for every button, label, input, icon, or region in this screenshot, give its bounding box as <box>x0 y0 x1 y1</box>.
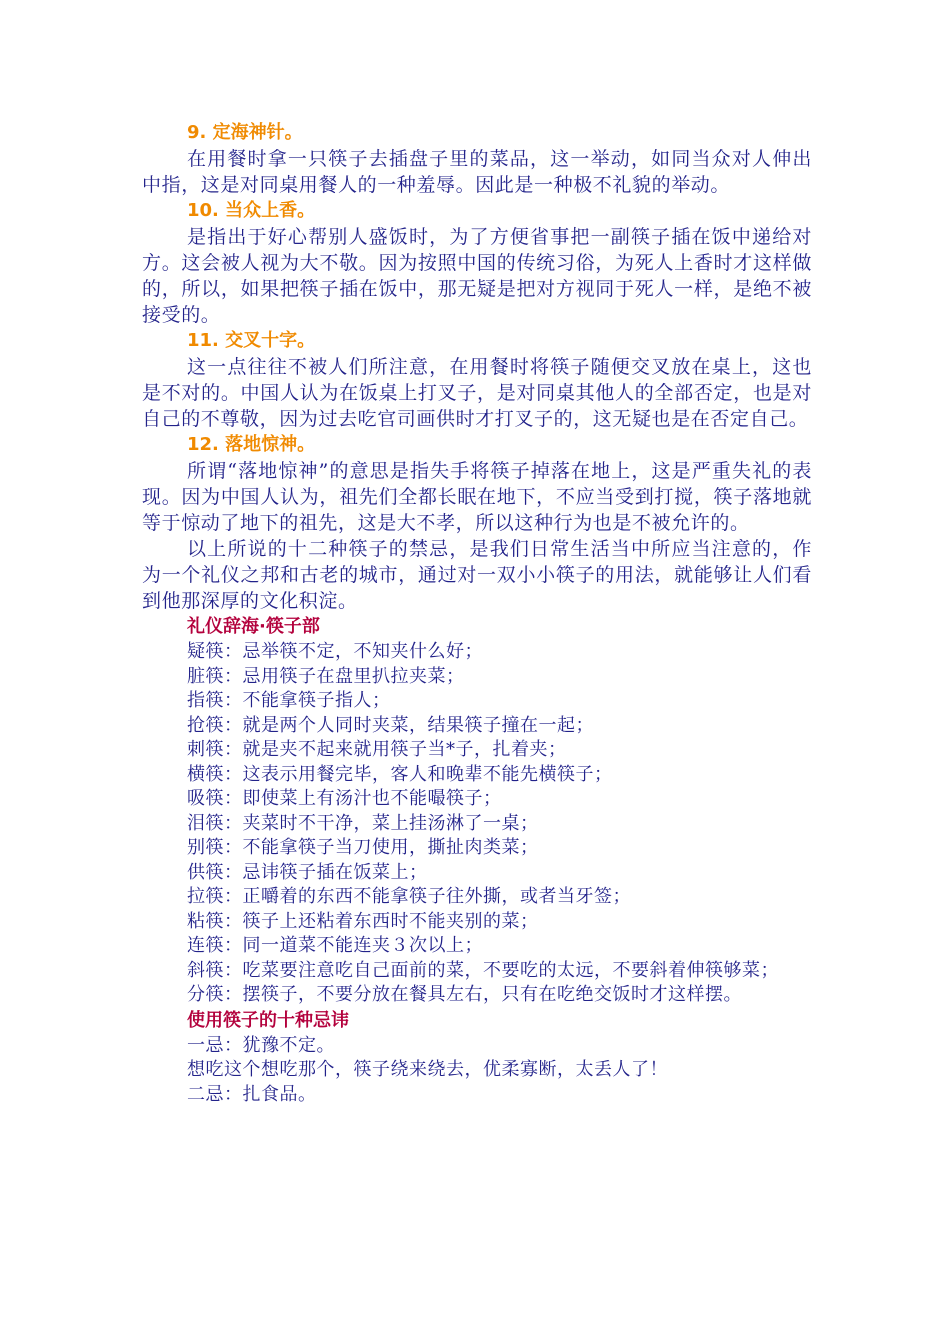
section-paragraph-9: 在用餐时拿一只筷子去插盘子里的菜品，这一举动，如同当众对人伸出中指，这是对同桌用餐人的一种羞辱。因此是一种极不礼貌的举动。 <box>142 148 812 196</box>
glossary-item: 横筷：这表示用餐完毕，客人和晚辈不能先横筷子； <box>187 763 613 785</box>
glossary-item: 刺筷：就是夹不起来就用筷子当*子，扎着夹； <box>187 739 567 760</box>
glossary-item: 拉筷：正嚼着的东西不能拿筷子往外撕，或者当牙签； <box>187 886 631 907</box>
glossary-item: 疑筷：忌举筷不定，不知夹什么好； <box>187 641 483 662</box>
glossary-heading: 礼仪辞海·筷子部 <box>187 616 320 637</box>
taboo-item: 一忌：犹豫不定。 <box>187 1034 335 1056</box>
section-paragraph-10: 是指出于好心帮别人盛饭时，为了方便省事把一副筷子插在饭中递给对方。这会被人视为大不敬。因为按照中国的传统习俗，为死人上香时才这样做的，所以，如果把筷子插在饭中，那无疑是把对方视同于死人一样，是绝不被接受的。 <box>142 226 812 326</box>
glossary-item: 指筷：不能拿筷子指人； <box>187 690 391 711</box>
summary-paragraph: 以上所说的十二种筷子的禁忌，是我们日常生活当中所应当注意的，作为一个礼仪之邦和古老的城市，通过对一双小小筷子的用法，就能够让人们看到他那深厚的文化积淀。 <box>142 538 812 612</box>
section-heading-12: 12. 落地惊神。 <box>187 434 316 455</box>
glossary-item: 脏筷：忌用筷子在盘里扒拉夹菜； <box>187 665 465 687</box>
glossary-item: 分筷：摆筷子，不要分放在餐具左右，只有在吃绝交饭时才这样摆。 <box>187 984 742 1005</box>
section-paragraph-11: 这一点往往不被人们所注意，在用餐时将筷子随便交叉放在桌上，这也是不对的。中国人认为在饭桌上打叉子，是对同桌其他人的全部否定，也是对自己的不尊敬，因为过去吃官司画供时才打叉子的，这无疑也是在否定自己。 <box>142 356 812 430</box>
glossary-item: 别筷：不能拿筷子当刀使用，撕扯肉类菜； <box>187 837 539 858</box>
section-heading-10: 10. 当众上香。 <box>187 200 316 221</box>
glossary-item: 供筷：忌讳筷子插在饭菜上； <box>187 861 428 883</box>
glossary-item: 粘筷：筷子上还粘着东西时不能夹别的菜； <box>187 910 539 932</box>
taboo-item: 二忌：扎食品。 <box>187 1083 317 1105</box>
glossary-item: 抢筷：就是两个人同时夹菜，结果筷子撞在一起； <box>187 714 594 736</box>
glossary-item: 泪筷：夹菜时不干净，菜上挂汤淋了一桌； <box>187 812 539 834</box>
section-paragraph-12: 所谓“落地惊神”的意思是指失手将筷子掉落在地上，这是严重失礼的表现。因为中国人认为，祖先们全都长眠在地下，不应当受到打搅，筷子落地就等于惊动了地下的祖先，这是大不孝，所以这种行为也是不被允许的。 <box>142 460 812 534</box>
taboos-heading: 使用筷子的十种忌讳 <box>187 1009 349 1031</box>
section-heading-11: 11. 交叉十字。 <box>187 330 316 351</box>
glossary-item: 连筷：同一道菜不能连夹３次以上； <box>187 935 483 956</box>
glossary-item: 吸筷：即使菜上有汤汁也不能嘬筷子； <box>187 788 502 809</box>
section-heading-9: 9. 定海神针。 <box>187 122 303 143</box>
glossary-item: 斜筷：吃菜要注意吃自己面前的菜，不要吃的太远，不要斜着伸筷够菜； <box>187 959 779 981</box>
taboo-item: 想吃这个想吃那个，筷子绕来绕去，优柔寡断，太丢人了！ <box>187 1059 668 1080</box>
document-body <box>142 120 812 1107</box>
